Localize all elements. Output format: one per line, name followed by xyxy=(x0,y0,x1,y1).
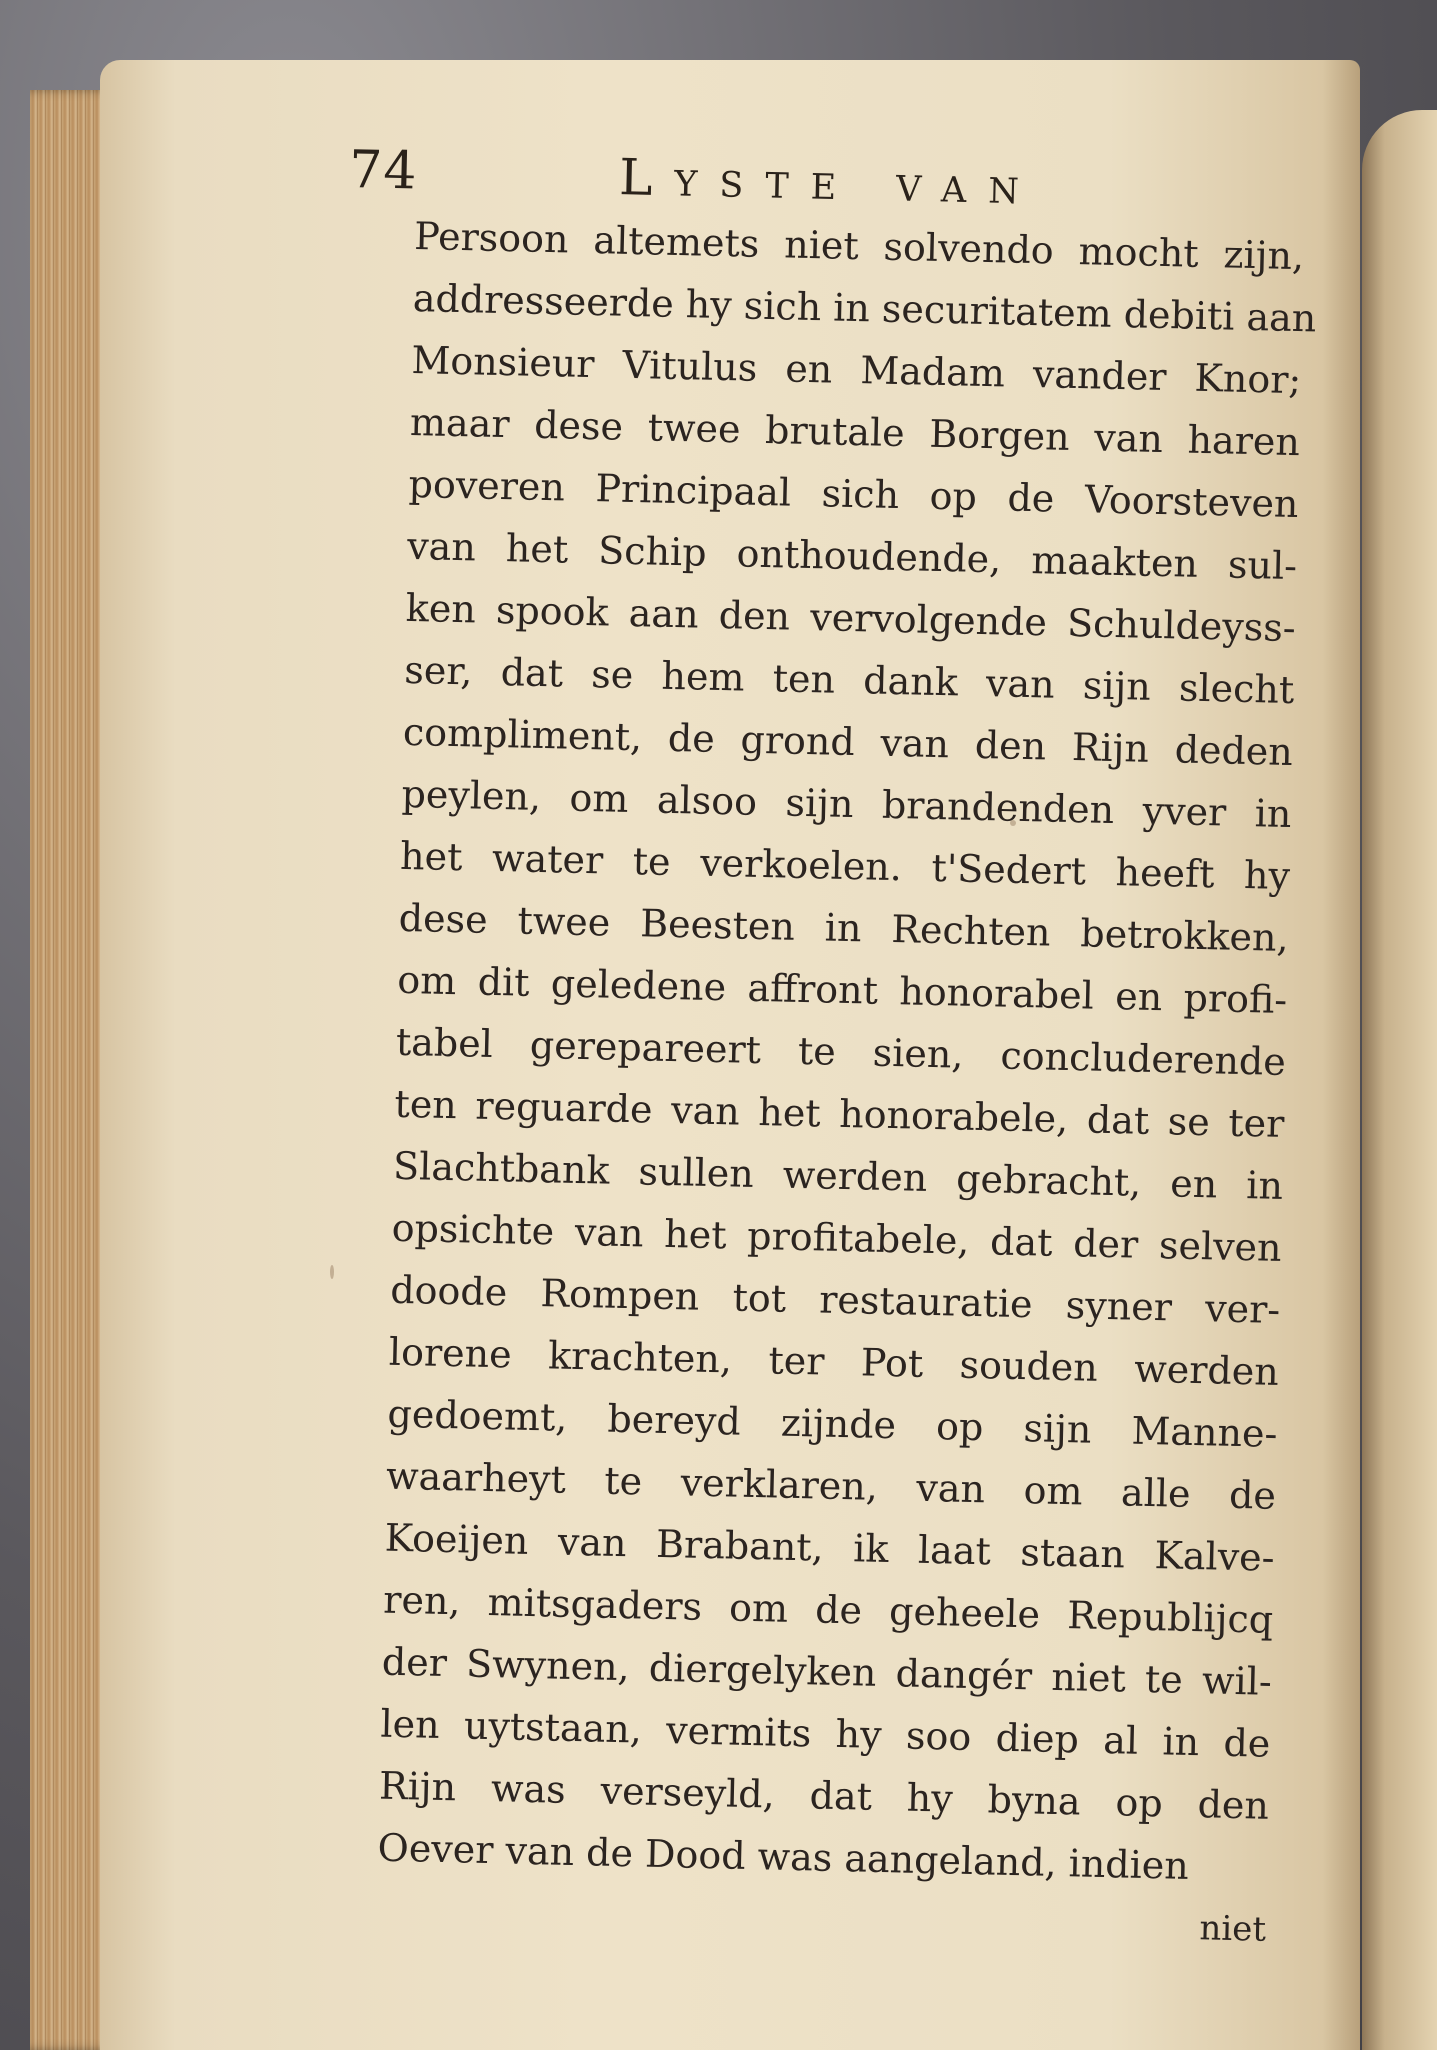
text-line: Oever van de Dood was aangeland, indien xyxy=(377,1825,1190,1888)
catchword: niet xyxy=(1199,1908,1267,1950)
text-line: gedoemt, bereyd zijnde op sijn Manne- xyxy=(387,1391,1278,1456)
text-line: Rijn was verseyld, dat hy byna op den xyxy=(378,1763,1270,1828)
text-line: Persoon altemets niet solvendo mocht zijn, xyxy=(413,213,1305,279)
text-line: ten reguarde van het honorabele, dat se ter xyxy=(394,1081,1285,1146)
text-line: ser, dat se hem ten dank van sijn slecht xyxy=(403,647,1295,713)
text-line: compliment, de grond van den Rijn deden xyxy=(402,709,1294,775)
text-line: doode Rompen tot restauratie syner ver- xyxy=(389,1267,1281,1332)
text-line: lorene krachten, ter Pot souden werden xyxy=(388,1329,1280,1394)
text-line: ren, mitsgaders om de geheele Republijcq xyxy=(382,1577,1274,1642)
text-line: addresseerde hy sich in securitatem debiti aan xyxy=(412,275,1317,341)
text-line: dese twee Beesten in Rechten betrokken, xyxy=(398,895,1290,961)
text-line: Koeijen van Brabant, ik laat staan Kalve- xyxy=(384,1515,1276,1580)
paper-speck xyxy=(330,1265,334,1279)
text-line: tabel gerepareert te sien, concluderende xyxy=(395,1019,1287,1084)
facing-page-edge xyxy=(1362,110,1437,2050)
text-line: Slachtbank sullen werden gebracht, en in xyxy=(392,1143,1284,1208)
text-line: van het Schip onthoudende, maakten sul- xyxy=(406,523,1298,589)
text-line: opsichte van het profitabele, dat der selven xyxy=(391,1205,1283,1270)
text-line: peylen, om alsoo sijn brandenden yver in xyxy=(401,771,1292,837)
running-title: Lyste van xyxy=(618,148,1042,216)
text-line: poveren Principaal sich op de Voorsteven xyxy=(408,461,1299,527)
page-number: 74 xyxy=(348,140,419,202)
text-line: len uytstaan, vermits hy soo diep al in de xyxy=(380,1701,1271,1766)
text-line: der Swynen, diergelyken dangér niet te wil- xyxy=(381,1639,1273,1704)
text-line: waarheyt te verklaren, van om alle de xyxy=(385,1453,1277,1518)
text-line: Monsieur Vitulus en Madam vander Knor; xyxy=(410,337,1302,403)
text-line: maar dese twee brutale Borgen van haren xyxy=(409,399,1301,465)
text-line: ken spook aan den vervolgende Schuldeyss- xyxy=(405,585,1297,651)
body-text xyxy=(376,205,1317,1961)
text-line: het water te verkoelen. t'Sedert heeft hy xyxy=(399,833,1291,899)
text-line: om dit geledene affront honorabel en profi- xyxy=(396,957,1288,1022)
